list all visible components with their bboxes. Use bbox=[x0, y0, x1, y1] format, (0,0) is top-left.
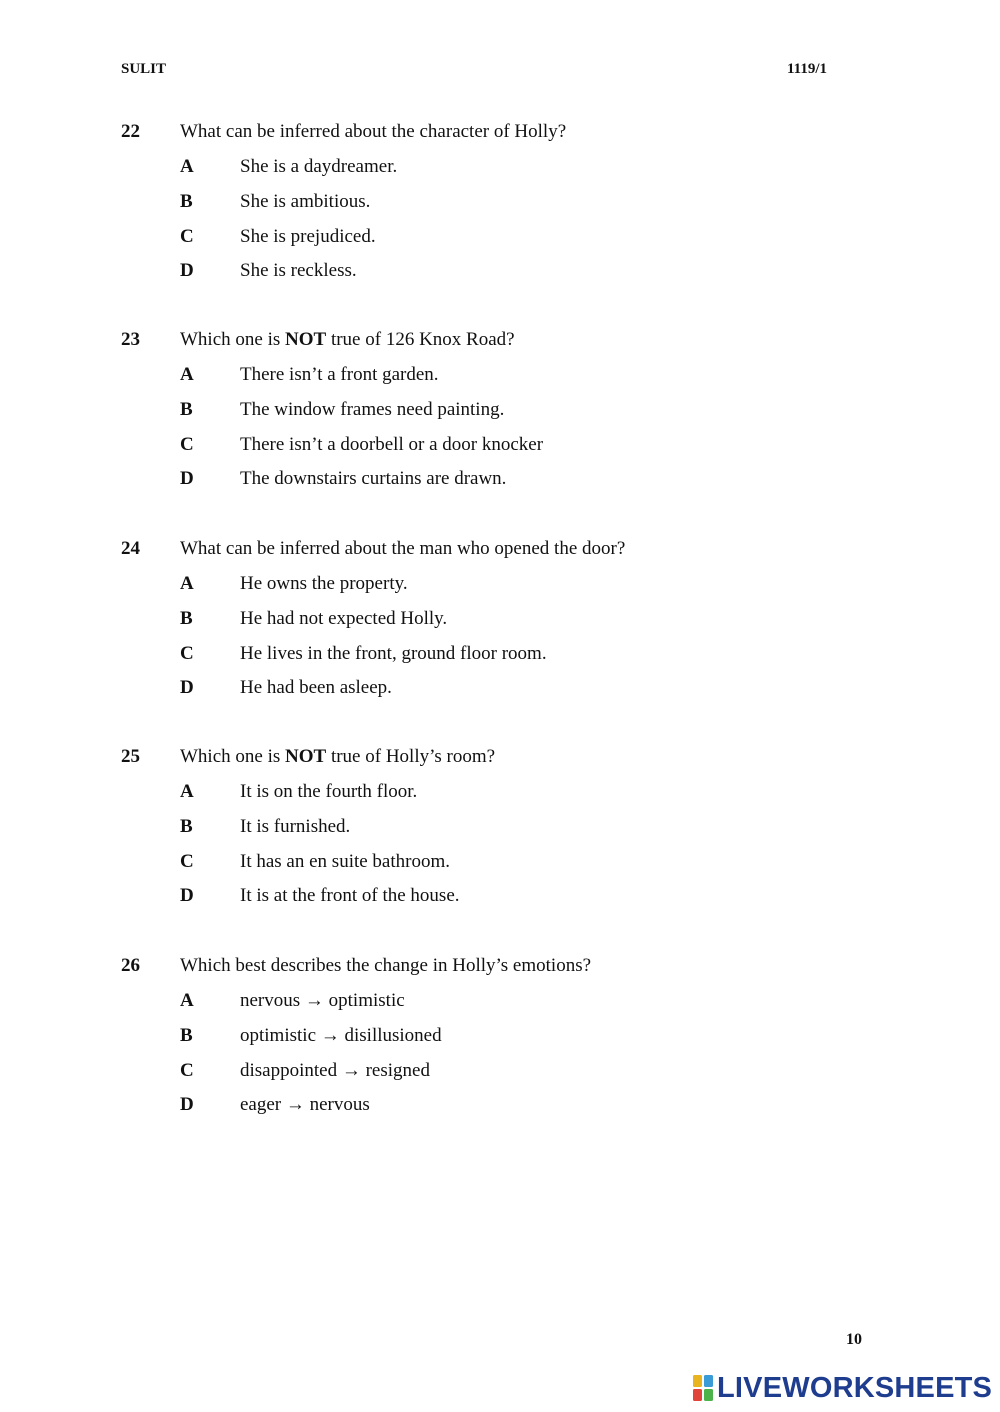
option-d[interactable] bbox=[121, 886, 881, 921]
option-text: The downstairs curtains are drawn. bbox=[240, 468, 507, 490]
option-a[interactable] bbox=[121, 365, 881, 400]
option-letter: C bbox=[180, 225, 194, 247]
option-text: He lives in the front, ground floor room. bbox=[240, 642, 547, 664]
option-letter: B bbox=[180, 1024, 193, 1046]
option-c[interactable] bbox=[121, 435, 881, 470]
question-text: Which one is NOT true of Holly’s room? bbox=[180, 746, 496, 767]
option-c[interactable] bbox=[121, 1061, 881, 1096]
question-number: 22 bbox=[121, 121, 140, 142]
option-b[interactable] bbox=[121, 817, 881, 852]
option-b[interactable] bbox=[121, 192, 881, 227]
option-b[interactable] bbox=[121, 1026, 881, 1061]
question-stem bbox=[121, 747, 881, 782]
option-letter: A bbox=[180, 781, 194, 802]
liveworksheets-logo-icon bbox=[693, 1375, 713, 1401]
option-text: It is at the front of the house. bbox=[240, 885, 460, 907]
option-text: He owns the property. bbox=[240, 573, 408, 594]
option-letter: C bbox=[180, 433, 194, 455]
option-letter: D bbox=[180, 677, 194, 699]
question-stem bbox=[121, 330, 881, 365]
option-letter: B bbox=[180, 815, 193, 837]
option-text: She is a daydreamer. bbox=[240, 156, 398, 177]
option-a[interactable] bbox=[121, 574, 881, 609]
option-letter: A bbox=[180, 156, 194, 177]
option-letter: B bbox=[180, 398, 193, 420]
option-text: It is on the fourth floor. bbox=[240, 781, 418, 802]
brand-name: LIVEWORKSHEETS bbox=[717, 1372, 993, 1404]
option-a[interactable] bbox=[121, 157, 881, 192]
option-letter: A bbox=[180, 990, 194, 1011]
option-letter: B bbox=[180, 607, 193, 629]
question-number: 26 bbox=[121, 955, 140, 976]
option-a[interactable] bbox=[121, 782, 881, 817]
question-stem bbox=[121, 539, 881, 574]
option-text: He had not expected Holly. bbox=[240, 607, 448, 629]
option-text: nervous → optimistic bbox=[240, 990, 405, 1011]
option-letter: A bbox=[180, 573, 194, 594]
option-a[interactable] bbox=[121, 991, 881, 1026]
question-text: Which one is NOT true of 126 Knox Road? bbox=[180, 329, 515, 350]
option-text: It is furnished. bbox=[240, 815, 351, 837]
liveworksheets-brand[interactable] bbox=[693, 1370, 992, 1406]
option-text: There isn’t a doorbell or a door knocker bbox=[240, 433, 544, 455]
option-text: She is reckless. bbox=[240, 260, 357, 282]
option-c[interactable] bbox=[121, 227, 881, 262]
option-letter: D bbox=[180, 260, 194, 282]
question-text: What can be inferred about the man who opened the door? bbox=[180, 538, 626, 559]
question-23 bbox=[121, 330, 881, 504]
option-text: eager → nervous bbox=[240, 1094, 370, 1116]
option-letter: C bbox=[180, 642, 194, 664]
question-text: Which best describes the change in Holly’s emotions? bbox=[180, 955, 592, 976]
option-letter: C bbox=[180, 1059, 194, 1081]
option-letter: D bbox=[180, 885, 194, 907]
header-left: SULIT bbox=[121, 61, 167, 77]
question-24 bbox=[121, 539, 881, 713]
option-letter: A bbox=[180, 364, 194, 385]
option-b[interactable] bbox=[121, 400, 881, 435]
option-c[interactable] bbox=[121, 852, 881, 887]
question-number: 23 bbox=[121, 329, 140, 350]
option-text: optimistic → disillusioned bbox=[240, 1024, 442, 1046]
option-letter: B bbox=[180, 190, 193, 212]
option-d[interactable] bbox=[121, 1095, 881, 1130]
option-text: There isn’t a front garden. bbox=[240, 364, 439, 385]
question-stem bbox=[121, 956, 881, 991]
question-stem bbox=[121, 122, 881, 157]
option-c[interactable] bbox=[121, 644, 881, 679]
option-text: disappointed → resigned bbox=[240, 1059, 430, 1081]
question-25 bbox=[121, 747, 881, 921]
question-number: 24 bbox=[121, 538, 140, 559]
option-d[interactable] bbox=[121, 678, 881, 713]
option-d[interactable] bbox=[121, 261, 881, 296]
option-text: She is prejudiced. bbox=[240, 225, 376, 247]
option-letter: C bbox=[180, 850, 194, 872]
option-letter: D bbox=[180, 1094, 194, 1116]
option-text: The window frames need painting. bbox=[240, 398, 505, 420]
option-letter: D bbox=[180, 468, 194, 490]
question-number: 25 bbox=[121, 746, 140, 767]
header-right: 1119/1 bbox=[787, 61, 828, 77]
page-number: 10 bbox=[846, 1331, 862, 1348]
question-text: What can be inferred about the character of Holly? bbox=[180, 121, 567, 142]
option-text: He had been asleep. bbox=[240, 677, 392, 699]
option-text: She is ambitious. bbox=[240, 190, 371, 212]
question-26 bbox=[121, 956, 881, 1130]
option-text: It has an en suite bathroom. bbox=[240, 850, 451, 872]
option-d[interactable] bbox=[121, 469, 881, 504]
option-b[interactable] bbox=[121, 609, 881, 644]
question-22 bbox=[121, 122, 881, 296]
